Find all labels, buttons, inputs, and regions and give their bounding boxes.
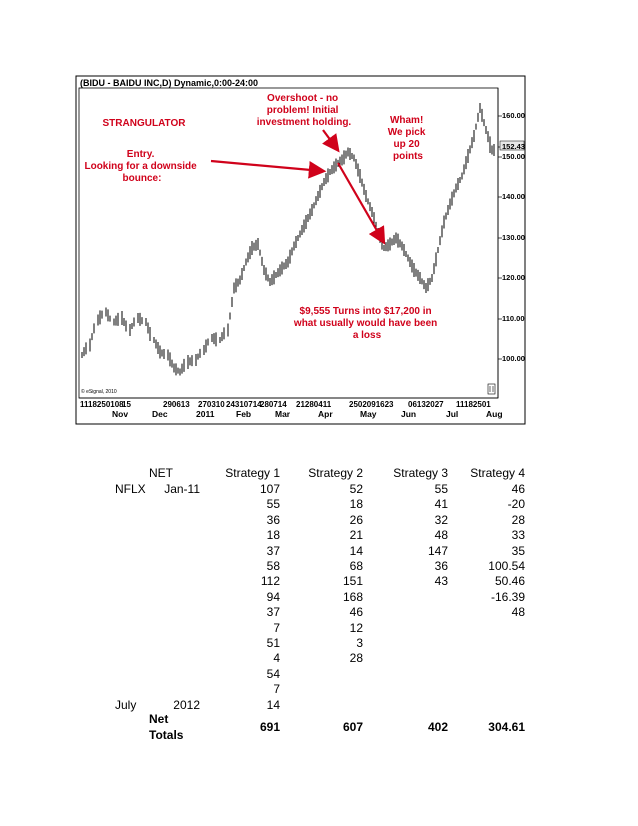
strategy1-value: 94 — [266, 589, 280, 604]
strategy2-value: 52 — [349, 482, 363, 496]
strategy4-value: 48 — [511, 605, 525, 620]
strategy3-value: 32 — [434, 512, 448, 527]
annotation-entry: Entry. Looking for a downside bounce: — [84, 149, 197, 184]
strategy2-value: 18 — [349, 497, 363, 512]
strategy3-value: 43 — [434, 574, 448, 589]
total-strategy-2: 607 — [342, 720, 363, 734]
annotation-wham: Wham! We pick up 20 points — [387, 115, 426, 162]
strategy1-value: 58 — [266, 559, 280, 573]
strategy4-value: -16.39 — [490, 589, 525, 604]
copyright: © eSignal, 2010 — [81, 389, 117, 395]
totals-label-totals: Totals — [149, 728, 184, 742]
header-strategy-2: Strategy 2 — [308, 466, 363, 480]
total-strategy-1: 691 — [259, 720, 280, 734]
price-label: 152.43 — [502, 142, 525, 151]
strategy3-value: 41 — [434, 497, 448, 512]
row-label-nflx: NFLX — [115, 482, 146, 496]
footer-year: 2012 — [173, 698, 200, 712]
total-strategy-4: 304.61 — [488, 720, 525, 734]
strategy1-value: 55 — [266, 497, 280, 512]
strategy1-value: 107 — [259, 482, 280, 496]
date-numbers: 1118250108 15 290613 270310 24310714 280714 21280411 2502091623 06132027 11182501 — [80, 400, 491, 409]
header-strategy-3: Strategy 3 — [393, 466, 448, 480]
strategy1-value: 112 — [260, 574, 280, 589]
annotation-turns: $9,555 Turns into $17,200 in what usually would have been a loss — [293, 306, 438, 341]
month-aug: Aug — [486, 409, 503, 419]
strategy4-value: 100.54 — [488, 559, 525, 573]
strategy1-value: 37 — [266, 543, 280, 558]
strategy2-value: 46 — [349, 605, 363, 620]
month-dec: Dec — [152, 409, 168, 419]
strategy2-value: 168 — [342, 589, 363, 604]
strategy3-value: 36 — [434, 559, 448, 573]
strategy4-value: 35 — [511, 543, 525, 558]
month-2011: 2011 — [196, 409, 215, 419]
strategy2-value: 151 — [342, 574, 363, 589]
strategy1-value: 7 — [273, 620, 280, 635]
strategy2-value: 28 — [349, 651, 363, 666]
strategy4-value: -20 — [507, 497, 525, 512]
strategy2-value: 68 — [349, 559, 363, 573]
strategy1-value: 51 — [266, 636, 280, 650]
strategy2-value: 3 — [356, 636, 363, 650]
chart-header: (BIDU - BAIDU INC,D) Dynamic,0:00-24:00 — [80, 78, 259, 88]
header-strategy-4: Strategy 4 — [470, 466, 525, 480]
month-apr: Apr — [318, 409, 333, 419]
month-feb: Feb — [236, 409, 252, 419]
strategy2-value: 26 — [349, 512, 363, 527]
price-label: 120.00 — [502, 273, 525, 282]
header-strategy-1: Strategy 1 — [225, 466, 280, 480]
strategy1-value: 36 — [266, 512, 280, 527]
header-net: NET — [149, 466, 173, 480]
strategy2-value: 12 — [349, 620, 363, 635]
strategy2-value: 21 — [349, 528, 363, 543]
strategy3-value: 48 — [434, 528, 448, 543]
strategy1-value: 54 — [266, 666, 280, 681]
footer-month: July — [115, 698, 137, 712]
totals-label-net: Net — [149, 712, 169, 726]
price-label: 100.00 — [502, 354, 525, 363]
strategy4-value: 46 — [511, 482, 525, 496]
month-jul: Jul — [446, 409, 459, 419]
strategy1-value: 14 — [266, 697, 280, 712]
strategy1-value: 4 — [273, 651, 280, 666]
month-mar: Mar — [275, 409, 291, 419]
month-nov: Nov — [112, 409, 129, 419]
strategy3-value: 147 — [427, 543, 448, 558]
price-label: 140.00 — [502, 192, 525, 201]
month-jun: Jun — [401, 409, 417, 419]
price-label: 150.00 — [502, 152, 525, 161]
strategy1-value: 7 — [273, 682, 280, 697]
price-label: 110.00 — [502, 314, 525, 323]
total-strategy-3: 402 — [427, 720, 448, 734]
strategy1-value: 18 — [266, 528, 280, 543]
price-label: 130.00 — [502, 233, 525, 242]
strategy2-value: 14 — [349, 543, 363, 558]
strategy4-value: 28 — [511, 512, 525, 527]
annotation-strangulator: STRANGULATOR — [102, 118, 186, 129]
month-may: May — [360, 409, 377, 419]
strategy1-value: 37 — [266, 605, 280, 620]
strategy4-value: 33 — [511, 528, 525, 543]
annotation-overshoot: Overshoot - no problem! Initial investment holding. — [256, 93, 352, 128]
row-date: Jan-11 — [164, 482, 200, 496]
strategy3-value: 55 — [434, 482, 448, 496]
price-label: 160.00 — [502, 111, 525, 120]
strategy4-value: 50.46 — [494, 574, 525, 589]
